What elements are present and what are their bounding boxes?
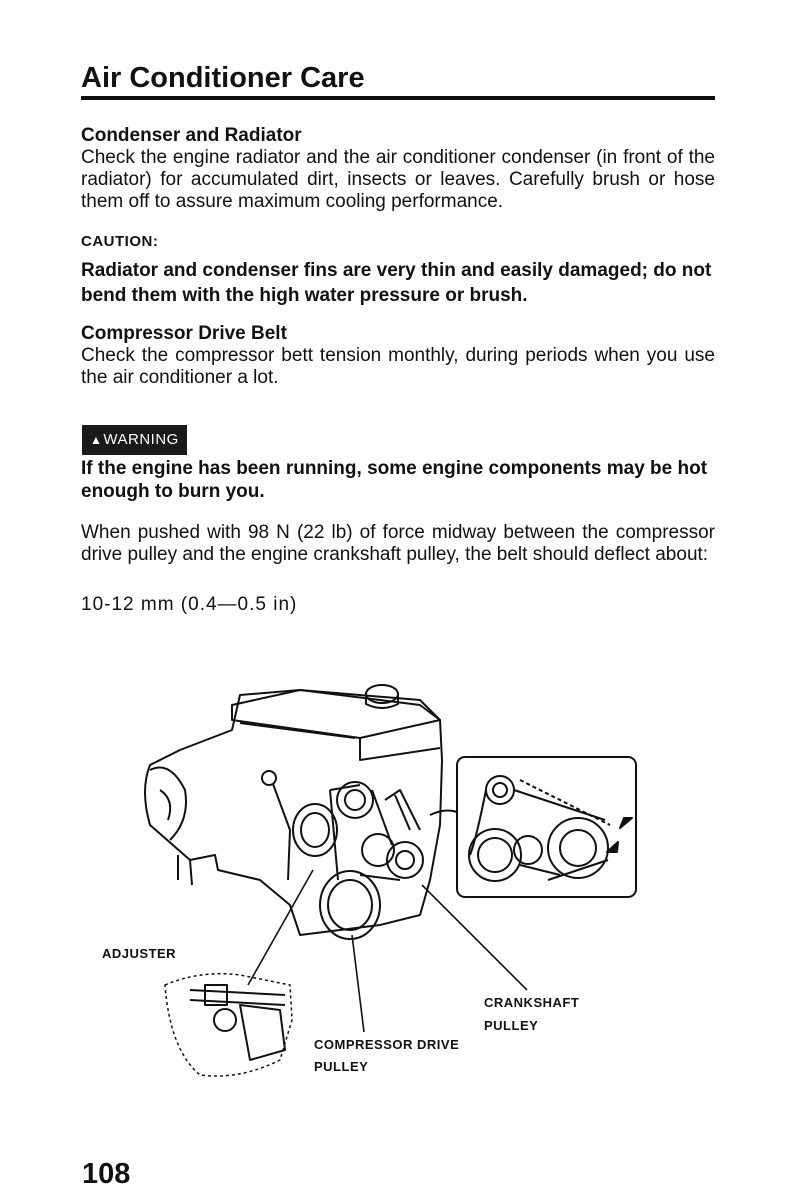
engine-block: [145, 685, 442, 935]
compressor-body: Check the compressor bett tension monthly, during periods when you use the air conditioner a lot.: [81, 345, 715, 388]
condenser-heading: Condenser and Radiator: [81, 125, 302, 146]
warning-badge: [82, 425, 187, 455]
dipstick: [262, 771, 290, 880]
caution-text: Radiator and condenser fins are very thin and easily damaged; do not bend them with the high water pressure or brush.: [81, 260, 712, 306]
deflection-text: When pushed with 98 N (22 lb) of force midway between the compressor drive pulley and the engine crankshaft pulley, the belt should deflect about:: [81, 522, 715, 565]
condenser-body: Check the engine radiator and the air conditioner condenser (in front of the radiator) for accumulated dirt, insects or leaves. Carefully brush or hose them off to assure maximum cooling performance.: [81, 147, 715, 212]
warning-triangle-icon: ▲: [90, 433, 103, 447]
page-number: 108: [82, 1158, 131, 1190]
compressor-label-line1: COMPRESSOR DRIVE: [314, 1037, 460, 1052]
crankshaft-label-line2: PULLEY: [484, 1018, 539, 1033]
page-title: Air Conditioner Care: [81, 60, 715, 100]
caution-label: CAUTION:: [81, 233, 159, 250]
warning-label: WARNING: [103, 431, 179, 448]
engine-pulleys: [293, 782, 423, 939]
compressor-section: [81, 323, 715, 389]
compressor-label-line2: PULLEY: [314, 1059, 369, 1074]
warning-text: If the engine has been running, some engine components may be hot enough to burn you.: [81, 458, 708, 502]
adjuster-inset: [165, 974, 292, 1076]
compressor-heading: Compressor Drive Belt: [81, 323, 287, 344]
crankshaft-label-line1: CRANKSHAFT: [484, 995, 580, 1010]
condenser-section: [81, 125, 715, 213]
belt-inset-diagram: [430, 757, 636, 897]
deflection-spec: 10-12 mm (0.4—0.5 in): [81, 594, 298, 615]
adjuster-label: ADJUSTER: [102, 946, 177, 961]
